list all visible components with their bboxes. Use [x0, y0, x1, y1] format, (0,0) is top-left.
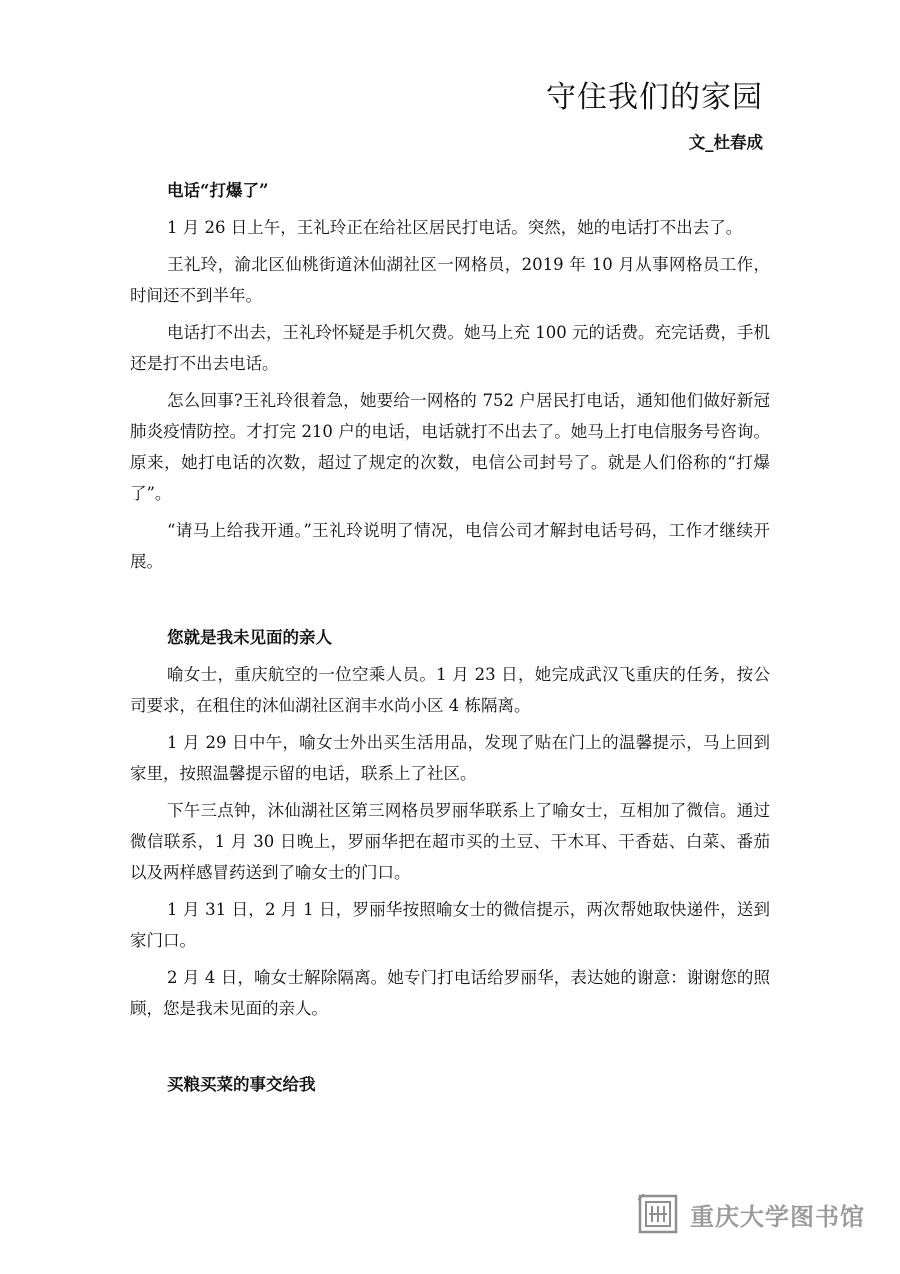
paragraph: 电话打不出去，王礼玲怀疑是手机欠费。她马上充 100 元的话费。充完话费，手机还是打不出去电话。	[130, 323, 770, 373]
paragraph: 2 月 4 日，喻女士解除隔离。她专门打电话给罗丽华，表达她的谢意：谢谢您的照顾，您是我未见面的亲人。	[130, 968, 770, 1018]
paragraph: 喻女士，重庆航空的一位空乘人员。1 月 23 日，她完成武汉飞重庆的任务，按公司要求，在租住的沐仙湖社区润丰水尚小区 4 栋隔离。	[130, 665, 770, 715]
paragraph: 1 月 26 日上午，王礼玲正在给社区居民打电话。突然，她的电话打不出去了。	[167, 218, 743, 237]
article-title: 守住我们的家园	[546, 80, 763, 115]
paragraph: 1 月 31 日，2 月 1 日，罗丽华按照喻女士的微信提示，两次帮她取快递件，送到家门口。	[130, 900, 770, 950]
watermark-text: 重庆大学图书馆	[690, 1202, 865, 1231]
section-3	[130, 1069, 770, 1100]
library-logo-icon	[638, 1194, 678, 1234]
paragraph: 王礼玲，渝北区仙桃街道沐仙湖社区一网格员，2019 年 10 月从事网格员工作，时间还不到半年。	[130, 255, 770, 305]
paragraph: “请马上给我开通。”王礼玲说明了情况，电信公司才解封电话号码，工作才继续开展。	[130, 521, 770, 571]
library-watermark	[638, 1190, 865, 1238]
section-2	[130, 622, 770, 1024]
section-heading: 您就是我未见面的亲人	[167, 628, 332, 647]
paragraph: 怎么回事?王礼玲很着急，她要给一网格的 752 户居民打电话，通知他们做好新冠肺炎疫情防控。才打完 210 户的电话，电话就打不出去了。她马上打电信服务号咨询。原来，她打电话的次数，超过了规定的次数，电信公司封号了。就是人们俗称的“打爆了”。	[130, 391, 770, 503]
paragraph: 1 月 29 日中午，喻女士外出买生活用品，发现了贴在门上的温馨提示，马上回到家里，按照温馨提示留的电话，联系上了社区。	[130, 733, 770, 783]
section-heading: 电话“打爆了”	[167, 181, 269, 200]
section-heading: 买粮买菜的事交给我	[167, 1075, 316, 1094]
article-author: 文_杜春成	[688, 133, 763, 152]
section-1	[130, 175, 770, 577]
article-body	[130, 175, 770, 1100]
paragraph: 下午三点钟，沐仙湖社区第三网格员罗丽华联系上了喻女士，互相加了微信。通过微信联系，1 月 30 日晚上，罗丽华把在超市买的土豆、干木耳、干香菇、白菜、番茄以及两样感冒药送到了喻女士的门口。	[130, 801, 770, 882]
